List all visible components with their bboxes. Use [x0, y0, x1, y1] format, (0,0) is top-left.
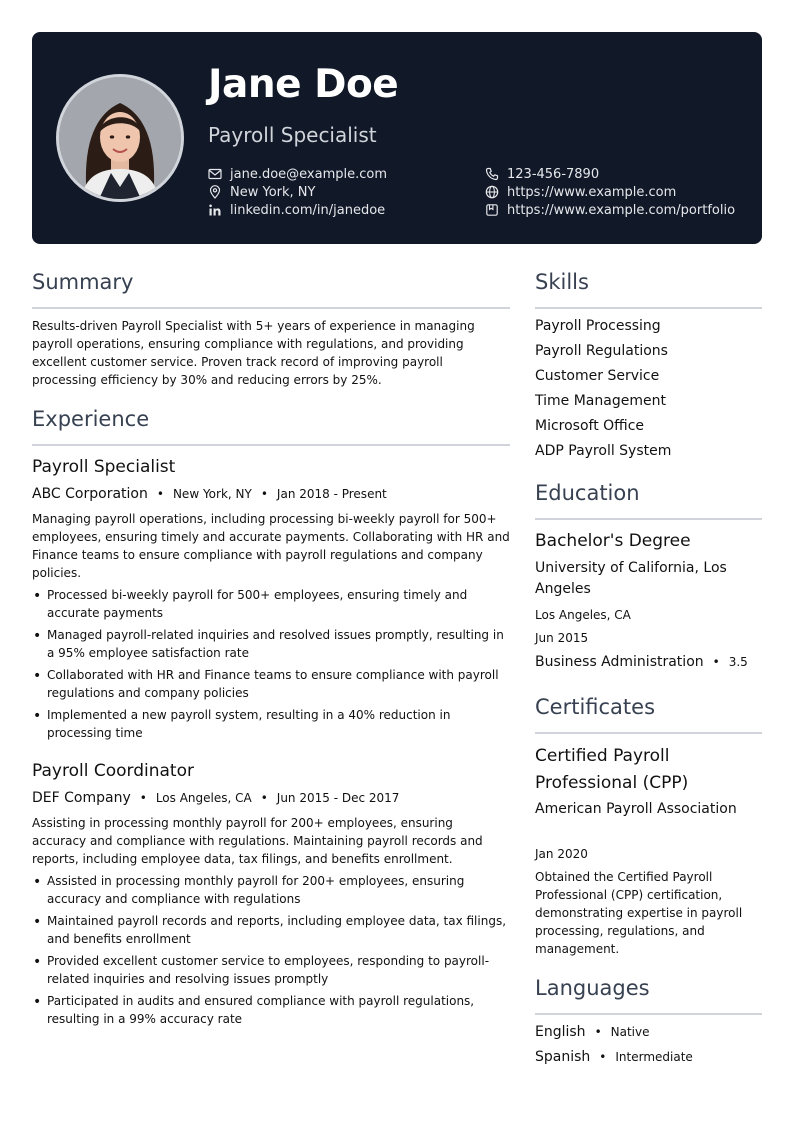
skill-item: Customer Service	[535, 368, 660, 384]
school-location: Los Angeles, CA	[535, 608, 631, 622]
bullet-item: • Assisted in processing monthly payroll for 200+ employees, ensuring accuracy and compliance with regulations	[32, 872, 512, 908]
candidate-title: Payroll Specialist	[208, 123, 377, 147]
skills-heading: Skills	[535, 270, 589, 294]
contact-portfolio[interactable]	[485, 201, 735, 219]
language-row	[535, 1024, 650, 1040]
globe-icon	[485, 185, 499, 199]
education-date: Jun 2015	[535, 631, 589, 645]
skill-item: ADP Payroll System	[535, 443, 672, 459]
skill-item: Payroll Processing	[535, 318, 661, 334]
experience-divider	[32, 444, 510, 446]
job-meta	[32, 486, 387, 502]
education-divider	[535, 518, 762, 520]
bullet-item: • Collaborated with HR and Finance teams to ensure compliance with payroll regulations and company policies	[32, 666, 512, 702]
summary-heading: Summary	[32, 270, 134, 294]
bullet-item: • Participated in audits and ensured compliance with payroll regulations, resulting in a 99% accuracy rate	[32, 992, 512, 1028]
language-name: English	[535, 1024, 586, 1040]
resume-header	[32, 32, 762, 244]
job-bullets	[32, 586, 512, 746]
job-description: Assisting in processing monthly payroll for 200+ employees, ensuring accuracy and compliance with regulations. Maintaining payroll records and reports, including employee data, tax filings, and benefits enrollment.	[32, 816, 483, 866]
field-of-study: Business Administration	[535, 654, 704, 670]
location-pin-icon	[208, 185, 222, 199]
job-dates: Jun 2015 - Dec 2017	[276, 791, 400, 805]
language-row	[535, 1049, 693, 1065]
language-name: Spanish	[535, 1049, 591, 1065]
bullet-item: • Managed payroll-related inquiries and resolved issues promptly, resulting in a 95% employee satisfaction rate	[32, 626, 512, 662]
skills-divider	[535, 307, 762, 309]
mail-icon	[208, 167, 222, 181]
certificates-heading: Certificates	[535, 695, 656, 719]
meta-separator: •	[260, 791, 268, 805]
contact-portfolio-text: https://www.example.com/portfolio	[507, 202, 736, 218]
bullet-item: • Maintained payroll records and reports, including employee data, tax filings, and benefits enrollment	[32, 912, 512, 948]
language-level: Intermediate	[615, 1050, 693, 1064]
language-level: Native	[610, 1025, 650, 1039]
experience-heading: Experience	[32, 407, 150, 431]
certificates-divider	[535, 732, 762, 734]
contact-linkedin-text: linkedin.com/in/janedoe	[230, 202, 386, 218]
meta-separator: •	[156, 487, 164, 501]
contact-phone-text: 123-456-7890	[507, 166, 600, 182]
job-title: Payroll Coordinator	[32, 761, 194, 781]
skill-item: Microsoft Office	[535, 418, 645, 434]
phone-icon	[485, 167, 499, 181]
meta-separator: •	[594, 1025, 602, 1039]
job-location: New York, NY	[172, 487, 252, 501]
certificate-name: Certified Payroll Professional (CPP)	[535, 746, 689, 793]
meta-separator: •	[599, 1050, 607, 1064]
portfolio-icon	[485, 203, 499, 217]
contact-email[interactable]	[208, 165, 387, 183]
skill-item: Payroll Regulations	[535, 343, 668, 359]
job-description: Managing payroll operations, including processing bi-weekly payroll for 500+ employees, ensuring timely and accurate payments. Collaborating with HR and Finance teams to ensure compliance with payroll regulations and company policies.	[32, 512, 510, 580]
job-dates: Jan 2018 - Present	[276, 487, 387, 501]
contact-website-text: https://www.example.com	[507, 184, 677, 200]
gpa: 3.5	[728, 655, 748, 669]
school-name: University of California, Los Angeles	[535, 560, 727, 597]
candidate-name: Jane Doe	[208, 62, 399, 107]
contact-linkedin[interactable]	[208, 201, 385, 219]
education-heading: Education	[535, 481, 640, 505]
certificate-description: Obtained the Certified Payroll Professional (CPP) certification, demonstrating expertise in payroll processing, regulations, and management.	[535, 870, 743, 956]
bullet-item: • Provided excellent customer service to employees, responding to payroll-related inquiries and resolving issues promptly	[32, 952, 512, 988]
contact-phone[interactable]	[485, 165, 599, 183]
certificate-issuer: American Payroll Association	[535, 801, 737, 817]
languages-heading: Languages	[535, 976, 650, 1000]
contact-location	[208, 183, 315, 201]
profile-photo	[56, 74, 184, 202]
education-field-row	[535, 654, 748, 670]
job-location: Los Angeles, CA	[155, 791, 252, 805]
contact-website[interactable]	[485, 183, 676, 201]
bullet-item: • Implemented a new payroll system, resulting in a 40% reduction in processing time	[32, 706, 512, 742]
job-company: ABC Corporation	[32, 486, 148, 502]
contact-email-text: jane.doe@example.com	[230, 166, 388, 182]
meta-separator: •	[139, 791, 147, 805]
linkedin-icon	[208, 203, 222, 217]
job-company: DEF Company	[32, 790, 131, 806]
bullet-item: • Processed bi-weekly payroll for 500+ employees, ensuring timely and accurate payments	[32, 586, 512, 622]
certificate-date: Jan 2020	[535, 847, 588, 861]
job-title: Payroll Specialist	[32, 457, 176, 477]
job-meta	[32, 790, 399, 806]
summary-text: Results-driven Payroll Specialist with 5+ years of experience in managing payroll operations, ensuring compliance with regulations, and providing excellent customer service. Proven track record of improving payroll processing efficiency by 30% and reducing errors by 25%.	[32, 319, 475, 387]
summary-divider	[32, 307, 510, 309]
meta-separator: •	[260, 487, 268, 501]
meta-separator: •	[712, 655, 720, 669]
contact-location-text: New York, NY	[230, 184, 316, 200]
skill-item: Time Management	[535, 393, 666, 409]
degree-name: Bachelor's Degree	[535, 531, 691, 551]
job-bullets	[32, 872, 512, 1032]
languages-divider	[535, 1013, 762, 1015]
